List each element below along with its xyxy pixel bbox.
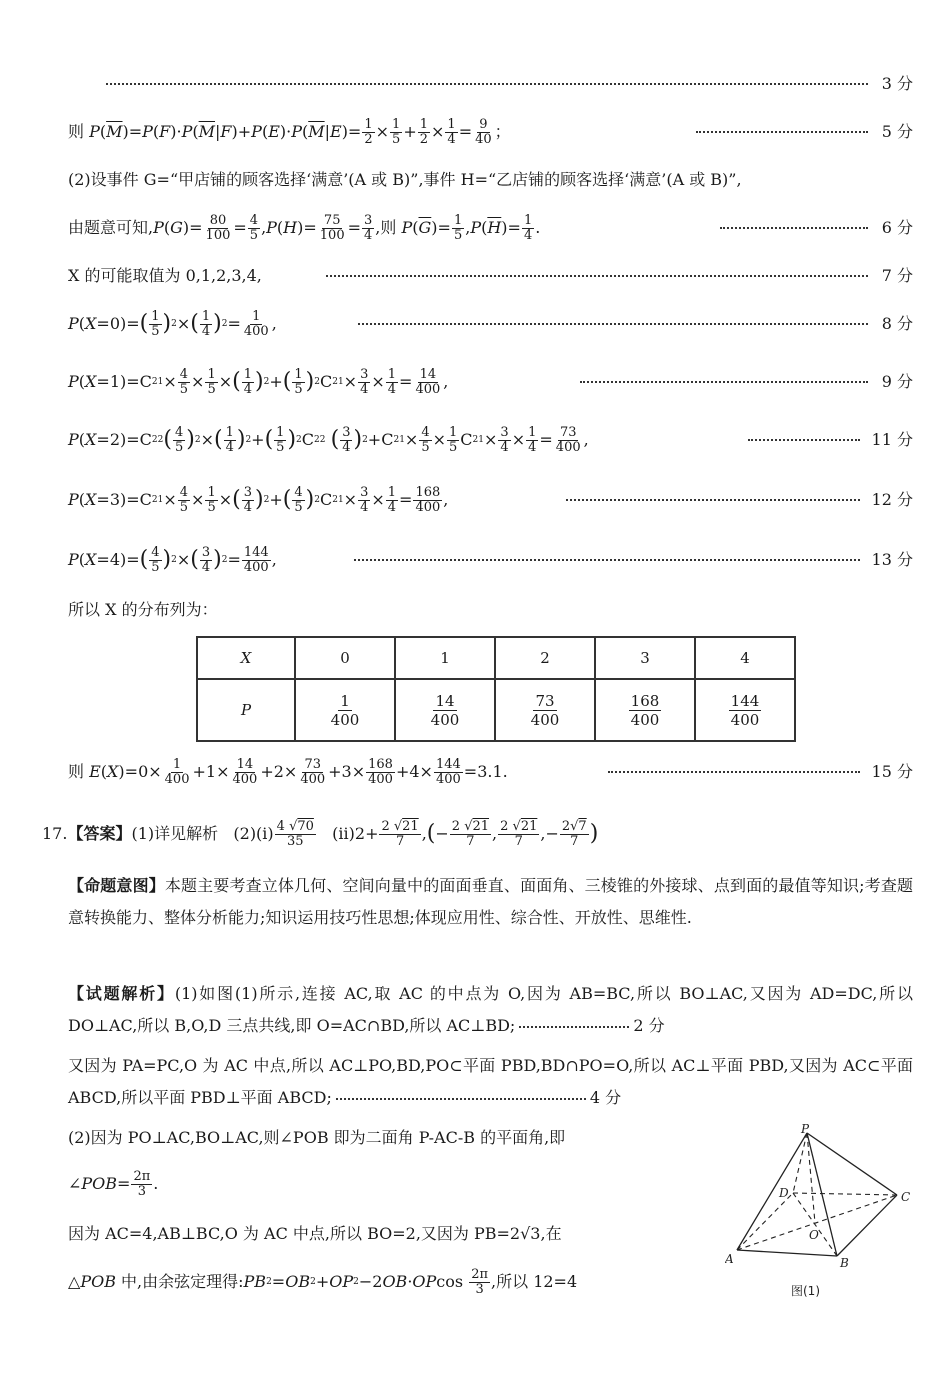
line-4 xyxy=(68,256,913,296)
analysis-text: (1)如图(1)所示,连接 AC,取 AC 的中点为 O,因为 AB=BC,所以 BO⊥AC,又因为 AD=DC,所以 DO⊥AC,所以 B,O,D 三点共线,即 O=AC∩BD,所以 AC⊥BD; xyxy=(68,984,913,1035)
leader-dots xyxy=(106,83,868,85)
table-header: 1 xyxy=(395,637,495,679)
table-header: 2 xyxy=(495,637,595,679)
label-a: A xyxy=(725,1252,734,1266)
intent-tag: 【命题意图】 xyxy=(68,876,165,895)
score: 5 分 xyxy=(881,122,913,141)
edge-ab xyxy=(737,1250,837,1256)
label-o: O xyxy=(809,1228,819,1242)
table-cell: $\frac{14}{400}$ xyxy=(395,679,495,741)
distribution-table xyxy=(196,636,796,742)
formula-text: P ( X =3)=C 2 1 × $\frac{4}{5}$ × $\frac{1}{5}$ × ( $\frac{3}{4}$ ) 2 + ( $\frac{4}{5}$ ) 2 C 2 1 × $\frac{3}{4}$ × $\frac{1}{4}$ = $\frac{168}{400}$ , xyxy=(68,484,449,515)
formula-text: 由题意可知, P ( G )= $\frac{80}{100}$ = $\frac{4}{5}$ , P ( H )= $\frac{75}{100}$ = $\frac{3}{4}$ ,则 P ( $\overline{G}$ )= $\frac{1}{5}$ , P ( $\overline{H}$ )= $\frac{1}{4}$ . xyxy=(68,212,541,243)
analysis-text: 又因为 PA=PC,O 为 AC 中点,所以 AC⊥PO,BD,PO⊂平面 PBD,BD∩PO=O,所以 AC⊥平面 PBD,又因为 AC⊂平面 ABCD,所以平面 PBD⊥平面 ABCD; xyxy=(68,1056,913,1107)
formula-text: 17. 【答案】 (1)详见解析 (2)(i) $\frac{4 √70}{35}$ (ii)2+ $\frac{2 √21}{7}$ , ( − $\frac{2 √21}{7}$ , $\frac{2 √21}{7}$ ,− $\frac{2√7}{7}$ ) xyxy=(42,814,598,854)
edge-pa xyxy=(737,1133,807,1250)
formula-text: P ( X =0)= ( $\frac{1}{5}$ ) 2 × ( $\frac{1}{4}$ ) 2 = $\frac{1}{400}$ , xyxy=(68,308,277,339)
table-cell: $\frac{144}{400}$ xyxy=(695,679,795,741)
analysis-paragraph-1 xyxy=(68,978,913,1042)
line-5 xyxy=(68,304,913,344)
score: 9 分 xyxy=(881,372,913,391)
expectation-line xyxy=(68,752,913,792)
leader-dots xyxy=(519,1026,629,1028)
q17-answer-line xyxy=(42,814,913,854)
label-p: P xyxy=(801,1123,810,1136)
formula-text: 则 P ( $\overline{M}$ )= P ( F )· P ( $\overline{M}$ | F )+ P ( E )· P ( $\overline{M}$ | E )= $\frac{1}{2}$ × $\frac{1}{5}$ + $\frac{1}{2}$ × $\frac{1}{4}$ = $\frac{9}{40}$ ； xyxy=(68,116,511,147)
intent-paragraph xyxy=(68,870,913,934)
edge-pd xyxy=(793,1133,807,1193)
line-7 xyxy=(68,420,913,460)
formula-text: P ( X =4)= ( $\frac{4}{5}$ ) 2 × ( $\frac{3}{4}$ ) 2 = $\frac{144}{400}$ , xyxy=(68,544,277,575)
leader-dots xyxy=(580,381,868,383)
leader-dots xyxy=(358,323,868,325)
formula-text: P ( X =1)=C 2 1 × $\frac{4}{5}$ × $\frac{1}{5}$ × ( $\frac{1}{4}$ ) 2 + ( $\frac{1}{5}$ ) 2 C 2 1 × $\frac{3}{4}$ × $\frac{1}{4}$ = $\frac{14}{400}$ , xyxy=(68,366,449,397)
table-cell: $\frac{73}{400}$ xyxy=(495,679,595,741)
score: 8 分 xyxy=(881,314,913,333)
leader-dots xyxy=(748,439,860,441)
table-cell: $\frac{168}{400}$ xyxy=(595,679,695,741)
table-header: 3 xyxy=(595,637,695,679)
score: 11 分 xyxy=(871,430,913,449)
table-row xyxy=(197,637,795,679)
line-9 xyxy=(68,540,913,580)
question-number: 17. xyxy=(42,824,68,843)
formula-text: P ( X =2)=C 2 2 ( $\frac{4}{5}$ ) 2 × ( $\frac{1}{4}$ ) 2 + ( $\frac{1}{5}$ ) 2 C 2 2 ( $\frac{3}{4}$ ) 2 +C 2 1 × $\frac{4}{5}$ × $\frac{1}{5}$ C 2 1 × $\frac{3}{4}$ × $\frac{1}{4}$ = $\frac{73}{400}$ , xyxy=(68,424,589,455)
leader-dots xyxy=(696,131,868,133)
table-header: 4 xyxy=(695,637,795,679)
analysis-line-4 xyxy=(68,1164,718,1204)
score: 12 分 xyxy=(871,490,913,509)
diag-bd xyxy=(793,1193,837,1256)
score: 4 分 xyxy=(589,1088,622,1107)
answer-tag: 【答案】 xyxy=(67,824,132,843)
table-header: 0 xyxy=(295,637,395,679)
analysis-line-6 xyxy=(68,1262,718,1302)
table-header: X xyxy=(197,637,295,679)
body-text: X 的可能取值为 0,1,2,3,4, xyxy=(68,266,262,285)
analysis-tag: 【试题解析】 xyxy=(68,984,175,1003)
leader-dots xyxy=(326,275,868,277)
leader-dots xyxy=(336,1098,586,1100)
figure-caption: 图(1) xyxy=(791,1284,820,1298)
label-c: C xyxy=(901,1190,911,1204)
body-text: 所以 X 的分布列为： xyxy=(68,600,218,619)
intent-text: 本题主要考查立体几何、空间向量中的面面垂直、面面角、三棱锥的外接球、点到面的最值等知识;考查题意转换能力、整体分析能力;知识运用技巧性思想;体现应用性、综合性、开放性、思维性. xyxy=(68,876,913,927)
label-d: D xyxy=(779,1186,789,1200)
segment-po xyxy=(807,1133,815,1223)
score: 6 分 xyxy=(881,218,913,237)
pyramid-figure xyxy=(725,1123,915,1303)
edge-bc xyxy=(837,1195,897,1256)
line-0 xyxy=(68,64,913,104)
line-2 xyxy=(68,160,913,200)
edge-dc xyxy=(793,1193,897,1195)
edge-ad xyxy=(737,1193,793,1250)
table-cell: $\frac{1}{400}$ xyxy=(295,679,395,741)
line-8 xyxy=(68,480,913,520)
leader-dots xyxy=(720,227,868,229)
analysis-line-5 xyxy=(68,1214,718,1254)
line-1 xyxy=(68,112,913,152)
analysis-text: 因为 AC=4,AB⊥BC,O 为 AC 中点,所以 BO=2,又因为 PB=2√3,在 xyxy=(68,1224,562,1243)
body-text: (2)设事件 G=“甲店铺的顾客选择‘满意’(A 或 B)”,事件 H=“乙店铺的顾客选择‘满意’(A 或 B)”, xyxy=(68,170,742,189)
score: 3 分 xyxy=(881,74,913,93)
analysis-text: (2)因为 PO⊥AC,BO⊥AC,则∠POB 即为二面角 P-AC-B 的平面角,即 xyxy=(68,1128,566,1147)
line-3 xyxy=(68,208,913,248)
line-10 xyxy=(68,590,913,630)
formula-text: ∠ POB = $\frac{2\pi}{3}$ . xyxy=(68,1168,159,1199)
leader-dots xyxy=(354,559,860,561)
score: 13 分 xyxy=(871,550,913,569)
label-b: B xyxy=(840,1256,849,1270)
leader-dots xyxy=(566,499,860,501)
table-row-label: P xyxy=(197,679,295,741)
line-6 xyxy=(68,362,913,402)
formula-text: 则 E ( X )=0× $\frac{1}{400}$ +1× $\frac{14}{400}$ +2× $\frac{73}{400}$ +3× $\frac{168}{400}$ +4× $\frac{144}{400}$ =3.1. xyxy=(68,756,508,787)
analysis-line-3 xyxy=(68,1118,718,1158)
score: 2 分 xyxy=(633,1016,665,1035)
formula-text: △ POB 中,由余弦定理得: PB 2 = OB 2 + OP 2 −2 OB · OP cos $\frac{2\pi}{3}$ ,所以 12=4 xyxy=(68,1266,578,1297)
score: 15 分 xyxy=(871,762,913,781)
table-row xyxy=(197,679,795,741)
leader-dots xyxy=(608,771,860,773)
score: 7 分 xyxy=(881,266,913,285)
analysis-paragraph-2 xyxy=(68,1050,913,1114)
